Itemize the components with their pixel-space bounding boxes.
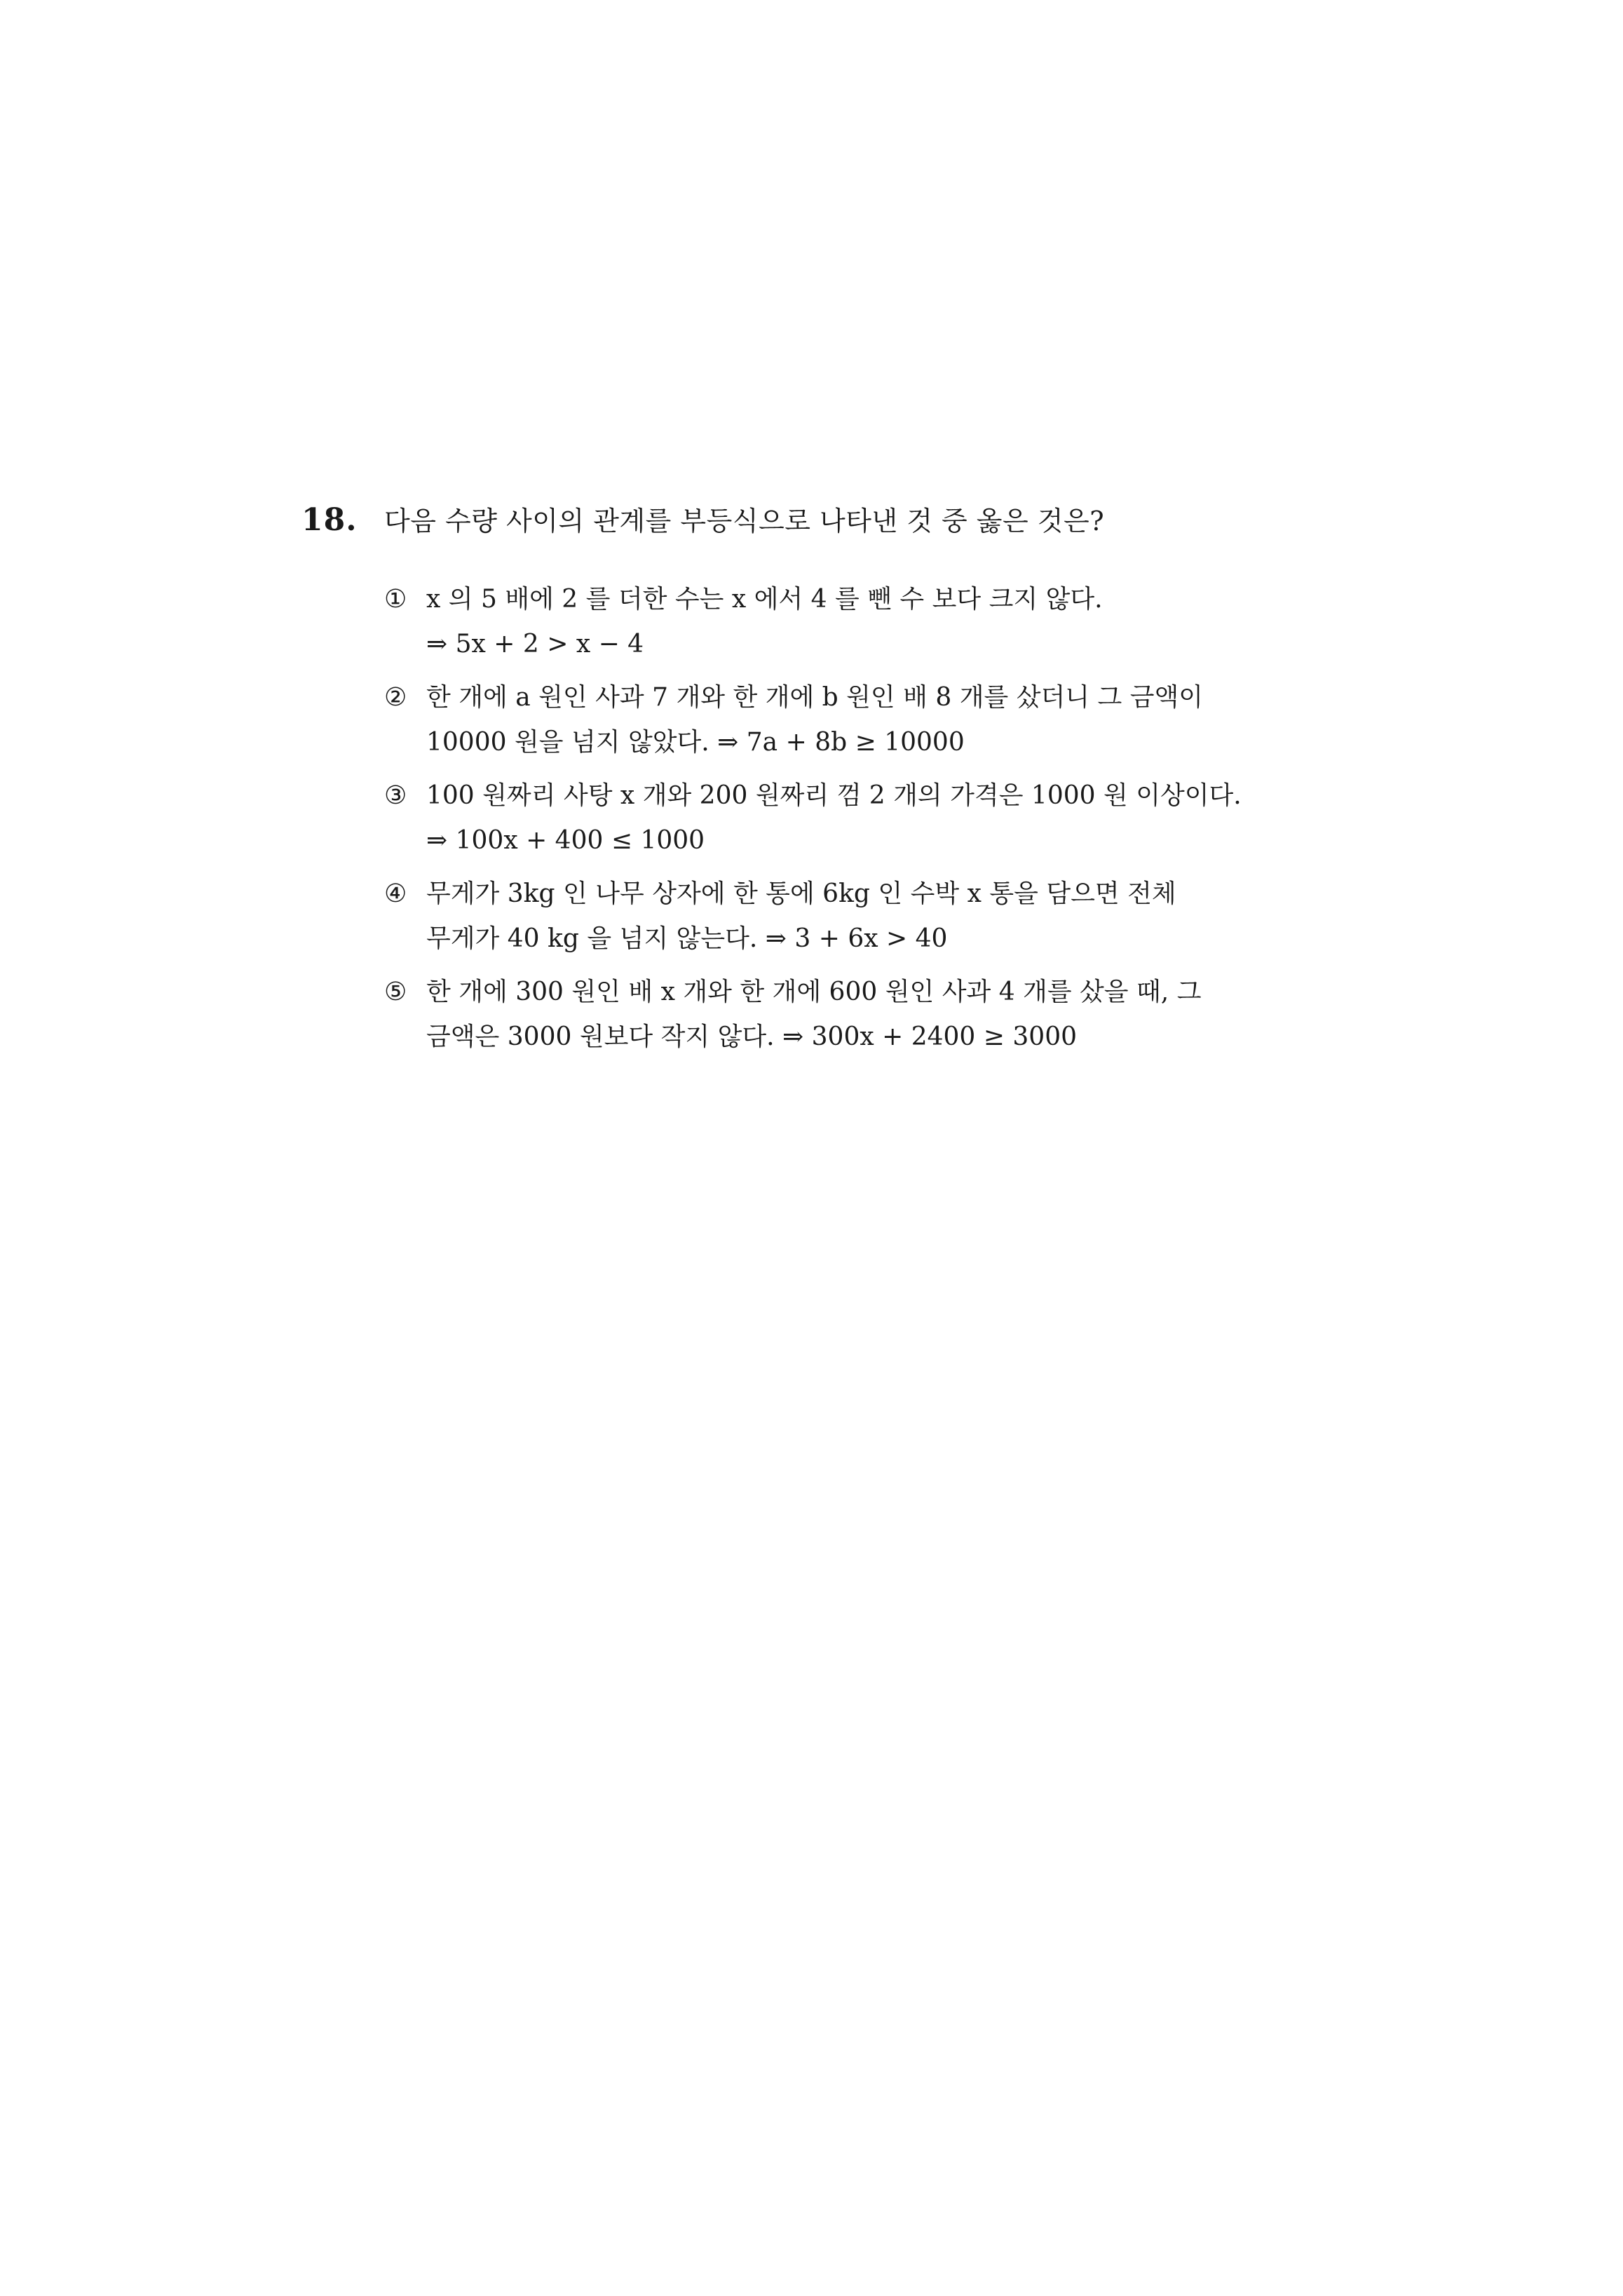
choice-5-line-1 [384,970,1353,1015]
question-stem: 다음 수량 사이의 관계를 부등식으로 나타낸 것 중 옳은 것은? [384,506,1105,536]
choice-3-line-2: ⇒ 100x + 400 ≤ 1000 [426,826,705,855]
choice-2-line-1 [384,675,1353,720]
choice-1[interactable] [384,577,1353,667]
choice-1-text: x 의 5 배에 2 를 더한 수는 x 에서 4 를 뺀 수 보다 크지 않다. [426,585,1103,614]
choice-3[interactable] [384,774,1353,863]
question-block [301,499,1353,1068]
choice-5-marker: ⑤ [384,978,407,1006]
choice-2-text: 한 개에 a 원인 사과 7 개와 한 개에 b 원인 배 8 개를 샀더니 그 금액이 [426,683,1204,712]
question-header [301,499,1353,538]
choice-list [384,577,1353,1060]
choice-5-line-2: 금액은 3000 원보다 작지 않다. ⇒ 300x + 2400 ≥ 3000 [426,1022,1077,1051]
choice-4-text: 무게가 3kg 인 나무 상자에 한 통에 6kg 인 수박 x 통을 담으면 전체 [426,879,1176,908]
choice-1-marker: ① [384,585,407,614]
choice-1-line-2: ⇒ 5x + 2 > x − 4 [426,630,644,659]
choice-4-line-1 [384,872,1353,917]
choice-2-marker: ② [384,683,407,712]
choice-3-line-1 [384,774,1353,818]
choice-2[interactable] [384,675,1353,765]
choice-4[interactable] [384,872,1353,961]
question-number: 18. [301,502,358,538]
choice-3-marker: ③ [384,781,407,810]
choice-3-text: 100 원짜리 사탕 x 개와 200 원짜리 껌 2 개의 가격은 1000 원 이상이다. [426,781,1242,810]
choice-4-line-2: 무게가 40 kg 을 넘지 않는다. ⇒ 3 + 6x > 40 [426,924,948,953]
choice-5-text: 한 개에 300 원인 배 x 개와 한 개에 600 원인 사과 4 개를 샀을 때, 그 [426,978,1202,1006]
choice-1-line-1 [384,577,1353,622]
choice-5[interactable] [384,970,1353,1060]
choice-2-line-2: 10000 원을 넘지 않았다. ⇒ 7a + 8b ≥ 10000 [426,728,965,757]
choice-4-marker: ④ [384,879,407,908]
